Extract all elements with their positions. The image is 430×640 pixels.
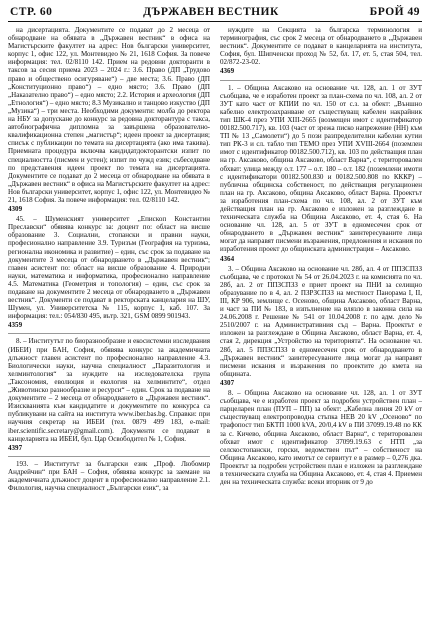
separator	[220, 80, 422, 81]
notice-id: 4359	[8, 321, 23, 330]
notice-id: 4369	[220, 67, 235, 76]
left-column	[8, 26, 210, 626]
header-rule	[8, 21, 422, 22]
separator	[8, 456, 210, 457]
page-number: СТР. 60	[10, 6, 53, 18]
notice-8: 8. – Институтът по биоразнообразие и екосистемни изследвания (ИБЕИ) при БАН, София, обявява конкурс за академичната длъжност главен асистент по професионално направление 4.3. Биологически науки, научна специалност „Паразитология и хелминтология“ за нуждите на изследователска група „Таксономия, еволюция и екология на хелминтите“, отдел „Животинско разнообразие и ресурси“ – един. Срок за подаване на документите – 2 месеца от обнародването в „Държавен вестник“. Изискванията към кандидатите и документите по конкурса са публикувани на сайта на института www.iber.bas.bg. Справки: при научния секретар на ИБЕИ (тел. 0879 499 183, e-mail: iber.scientific.secretary@gmail.com). Документи се подават в канцеларията на ИБЕИ, бул. Цар Освободител № 1, София.	[8, 337, 210, 443]
notice-id: 4364	[220, 254, 235, 263]
notice-45: 45. – Шуменският университет „Епископ Константин Преславски“ обявява конкурс за: доцент по: област на висше образование 3. Социални, стопански и правни науки, професионално направление 3.9. Туризъм (География на туризма, регионална икономика и развитие) – един, със срок за подаване на документите 3 месеца от обнародването в „Държавен вестник“; главен асистент по: област на висше образование 4. Природни науки, математика и информатика, професионално направление 4.5. Математика (Геометрия и топология) – един, със срок за подаване на документите 2 месеца от обнародването в „Държавен вестник“. Документи се подават в ректорската канцелария на ШУ, Шумен, ул. Университетска № 115, корпус 1, каб. 107. За информация: тел.: 054/830 495, вътр. 321, GSM 0899 901943.	[8, 215, 210, 321]
right-column	[220, 26, 422, 626]
notice-id: 4307	[220, 378, 235, 387]
notice-id: 4397	[8, 443, 23, 452]
separator	[8, 333, 210, 334]
publication-title: ДЪРЖАВЕН ВЕСТНИК	[143, 6, 279, 18]
page-header	[8, 6, 422, 20]
paragraph: на дисертацията. Документите се подават до 2 месеца от обнародване на обявата в „Държавен вестник“ в офиса на Магистърските факултет на адрес: Нов български университет, корпус 1, офис 122, ул. Монтевидео № 21, 1618 София. За повече информация: тел. 02/8110 142. Прием на редовни докторанти в таксов за сесия приема 2023 – 2024 г.: 3.6. Право (ДП „Трудово право и обществено осигуряване“) – две места; 3.6. Право (ДП „Конституционно право“) – едно място; 3.6. Право (ДП „Наказателно право“) – едно място; 2.2. История и археология (ДП „Етнология“) – едно място; 8.3 Музикално и танцово изкуство (ДП „Музика“) – три места. Необходими документи: молба до ректора на НБУ за допускане до конкурс за редовна докторантура с такса, автобиографична дипломна за завършена образователно-квалификационна степен „магистър“; идеен проект за дисертация; списък с публикации по темата на дисертацията (ако има такива). Приемната процедура включва кандидатдокторантски изпит по специалността (писмен и устен); изпит по чужд език; събеседване по представения идеен проект по темата на дисертацията. Документите се подават до 2 месеца от обнародване на обявата в „Държавен вестник“ в офиса на Магистърските факултет на адрес: Нов български университет, корпус 1, офис 122, ул. Монтевидео № 21, 1618 София. За повече информация: тел. 02/8110 142.	[8, 26, 210, 204]
notice-8-aksakovo: 8. – Община Аксаково на основание чл. 128, ал. 1 от ЗУТ съобщава, че е изработен проект за подробен устройствен план – парцеларен план (ПУП – ПП) за обект: „Кабелна линия 20 kV от съществуващ електропроводна стъпка НЕВ 20 kV „Осеново“ по трафопост тип БКТП 1000 kVA, 20/0,4 kV в ПИ 37099.19.48 по КК за с. Кичево, община Аксаково, област Варна“, с територовален обхват имот с идентификатор 37099.19.63 с НТП „за селскостопански, горски, ведомствен път“ – собственост на Община Аксаково, като имотът се сервитут е в размер – 0,276 дка. Проектът за подробен устройствен план е изложен за разглеждане в техническата служба на Община Аксаково, ет. 4, стая 4. Приемен ден на техническата служба: всеки вторник от 9 до	[220, 389, 422, 487]
paragraph: нуждите на Секцията за българска терминология и терминография, със срок 2 месеца от обнародването в „Държавен вестник“. Документите се подават в канцеларията на института, София, бул. Шипченски проход № 52, бл. 17, ет. 5, стая 504, тел. 02/872-23-02.	[220, 26, 422, 67]
issue-number: БРОЙ 49	[369, 6, 420, 18]
notice-3: 3. – Община Аксаково на основание чл. 28б, ал. 4 от ППЗСПЗЗ съобщава, че с протокол № 54 от 26.04.2023 г. на комисията по чл. 28б, ал. 2 от ППЗСПЗЗ е приет проект на ПНИ за селищно образувание по в 4, ал. 2 ПЗРЗСПЗЗ на местност Панорама I, II, III, КР 906, землище с. Осеново, община Аксаково, област Варна, и част за ПИ № 183, в изпълнение на влязло в законна сила на 24.06.2008 г. Решение № 541 от 10.04.2008 г. по адм. дело № 2510/2007 г. на Административния съд – Варна. Проектът е изложен за разглеждане в Община Аксаково, област Варна, ет. 4, стая 2, дирекция „Устройство на територията“. На основание чл. 28б, ал. 5 ППЗСПЗЗ в едномесечен срок от обнародването в „Държавен вестник“ заинтересуваните лица могат да направят писмени искания и възражения по проектите до кмета на общината.	[220, 264, 422, 378]
notice-193: 193. – Институтът за български език „Проф. Любомир Андрейчин“ при БАН – София, обявява конкурс за заемане на академичната длъжност доцент в професионално направление 2.1. Филология, научна специалност „Български език“, за	[8, 459, 210, 493]
notice-1: 1. – Община Аксаково на основание чл. 128, ал. 1 от ЗУТ съобщава, че е изработен проект за план-схема по чл. 108, ал. 2 от ЗУТ като част от КПИИ по чл. 150 от с.з. за обект: „Външно кабелно електрозахранване от съществуващ кабелен накрайник тип ШК-4 през УПИ ХIII-2665 (возмещен имот с идентификатор 00182.500.717), кв. 103 (част от зрежа писко напрежение (НН) към ТП № 13 „Самолети“) до 5 пози разпределителни кабелни кутии тип РК-3 и сл. табло тип ТЕМО през УПИ XVIII-2664 (поземлен имот с идентификатор 00182.500.712), кв. 103 по действащия план на гр. Аксаково, община Аксаково, област Варна“, с територовален обхват: улица между о.т. 177 – о.т. 180 – о.т. 182 (поземлени имоти с идентификатори 00182.500.830 и 00182.500.808 по КККР) – публична общинска собственост, по действащия регулационен план на гр. Аксаково, община Аксаково, област Варна. Проектът за изработения план-схема по чл. 108, ал. 2 от ЗУТ към действащия план на гр. Аксаково е изложен за разглеждане в техническата служба на Община Аксаково, ет. 4, стая 6. На основание чл. 128, ал. 5 от ЗУТ в едномесечен срок от обнародването в „Държавен вестник“ заинтересуваните лица могат да направят писмени възражения, предложения и искания по изработения проект до общинската администрация – Аксаково.	[220, 83, 422, 254]
text-columns	[8, 26, 422, 626]
notice-id: 4309	[8, 205, 23, 214]
